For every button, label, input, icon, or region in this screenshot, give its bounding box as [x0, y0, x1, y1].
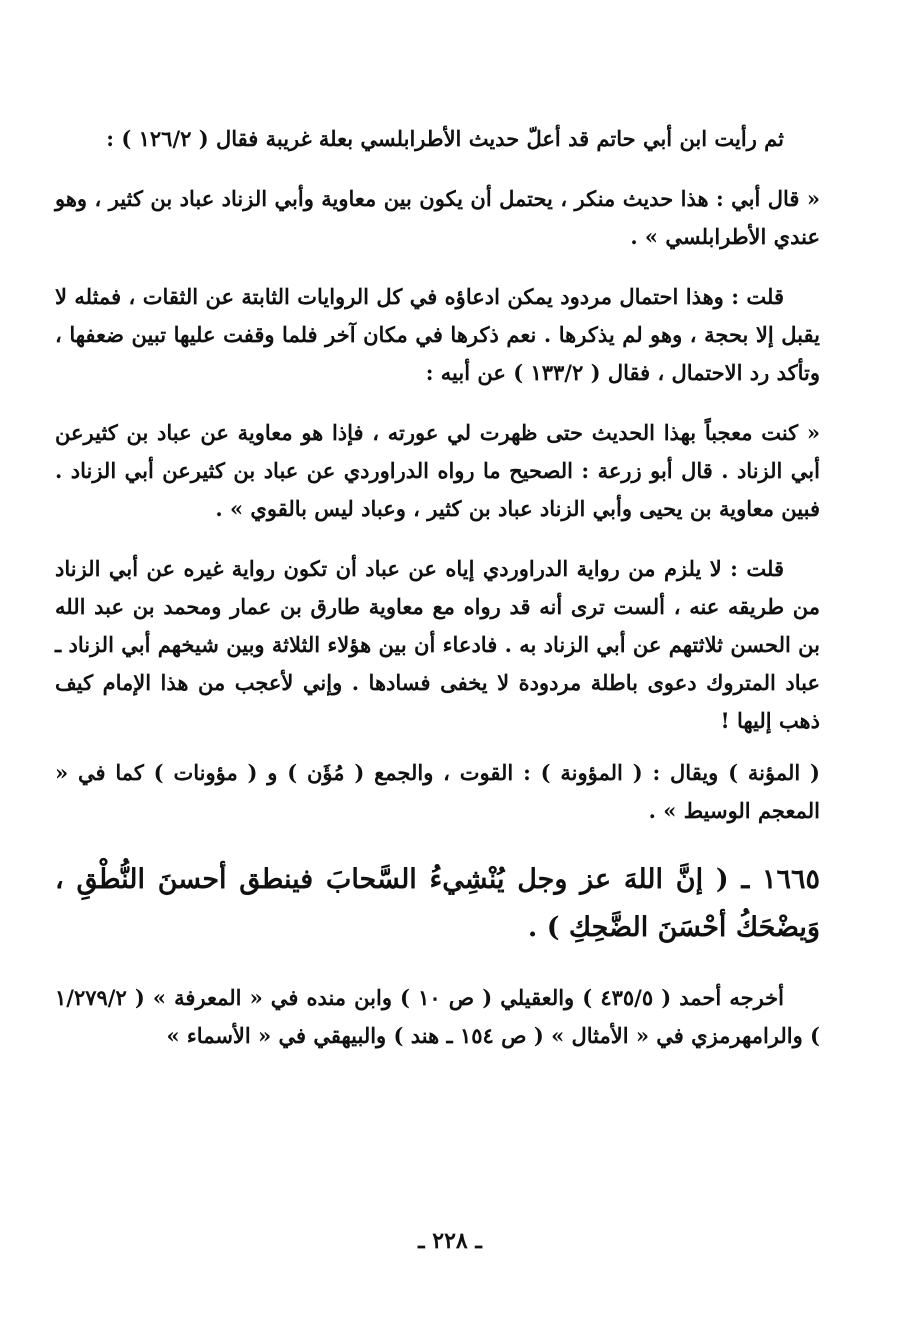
quote-abu-hatim: « قال أبي : هذا حديث منكر ، يحتمل أن يكون بين معاوية وأبي الزناد عباد بن كثير ، وهو عندي الأطرابلسي » .: [55, 186, 820, 249]
paragraph-intro: ثم رأيت ابن أبي حاتم قد أعلّ حديث الأطرابلسي بعلة غريبة فقال ( ١٢٦/٢ ) :: [106, 126, 784, 151]
paragraph-takhrij: أخرجه أحمد ( ٤٣٥/٥ ) والعقيلي ( ص ١٠ ) وابن منده في « المعرفة » ( ١/٢٧٩/٢ ) والرامهرمزي في « الأمثال » ( ص ١٥٤ ـ هند ) والبيهقي في « الأسماء »: [55, 985, 820, 1048]
paragraph-rebuttal: قلت : لا يلزم من رواية الدراوردي إياه عن عباد أن تكون رواية غيره عن أبي الزناد من طريقه عنه ، ألست ترى أنه قد رواه مع معاوية طارق بن عمار ومحمد بن عبد الله بن الحسن ثلاثتهم عن أبي الزناد به . فادعاء أن بين هؤلاء الثلاثة وبين شيخهم أبي الزناد ـ عباد المتروك دعوى باطلة مردودة لا يخفى فسادها . وإني لأعجب من هذا الإمام كيف ذهب إليها !: [55, 556, 820, 733]
paragraph-refutation: قلت : وهذا احتمال مردود يمكن ادعاؤه في كل الروايات الثابتة عن الثقات ، فمثله لا يقبل إلا بحجة ، وهو لم يذكرها . نعم ذكرها في مكان آخر فلما وقفت عليها تبين ضعفها ، وتأكد رد الاحتمال ، فقال ( ١٣٣/٢ ) عن أبيه :: [55, 284, 820, 385]
quote-abu-hatim-second: « كنت معجباً بهذا الحديث حتى ظهرت لي عورته ، فإذا هو معاوية عن عباد بن كثيرعن أبي الزناد . قال أبو زرعة : الصحيح ما رواه الدراوردي عن عباد بن كثيرعن أبي الزناد . فبين معاوية بن يحيى وأبي الزناد عباد بن كثير ، وعباد ليس بالقوي » .: [55, 420, 820, 521]
hadith-heading: ١٦٦٥ ـ ( إنَّ اللهَ عز وجل يُنْشِيءُ السَّحابَ فينطق أحسنَ النُّطْقِ ، وَيضْحَكُ أحْسَنَ الضَّحِكِ ) .: [55, 864, 820, 943]
footnote-muna: ( المؤنة ) ويقال : ( المؤونة ) : القوت ، والجمع ( مُؤَن ) و ( مؤونات ) كما في « المعجم الوسيط » .: [55, 760, 820, 823]
page-body: [55, 120, 820, 1055]
page-number: ـ ٢٢٨ ـ: [418, 1228, 482, 1254]
